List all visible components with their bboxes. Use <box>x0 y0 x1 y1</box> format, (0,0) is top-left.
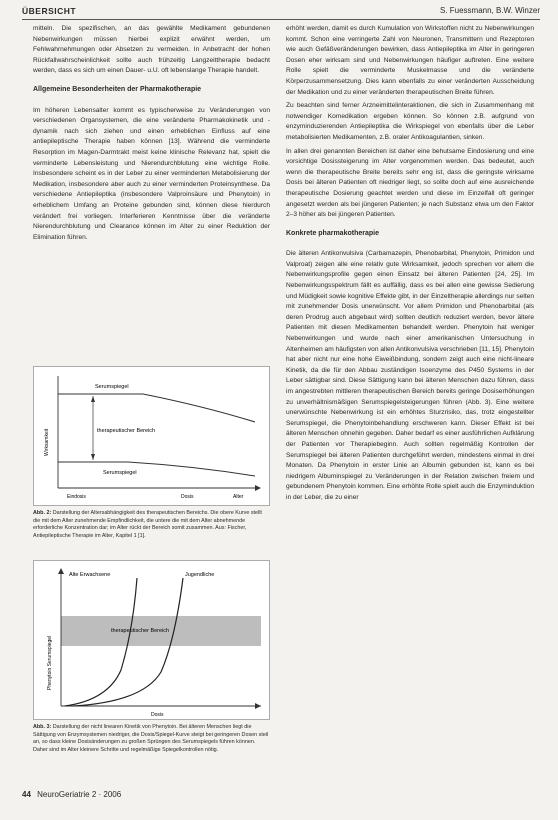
fig1-x-left: Eindosis <box>67 494 86 500</box>
fig2-caption-label: Abb. 3: <box>33 724 52 730</box>
page-header <box>22 6 540 20</box>
right-paragraph-4: Die älteren Antikonvulsiva (Carbamazepin, Phenobarbital, Phenytoin, Primidon und Valproat) zeigen alle eine relativ gute Wirksamkeit, jedoch sprechen vor allem die Nebenwirkungsprofile gegen einen Einsatz bei älteren Patienten [24, 25]. Im Nebenwirkungsspektrum fällt es auffällig, dass es bei allen eine gewisse Sedierung und Müdigkeit sowie kognitive Effekte gibt, in der Einzeltherapie allerdings nur selten mit zunehmender Dosis unerwünscht. Vor allem Primidon und Phenobarbital (als deren Prodrug auch abgebaut wird) sollten deutlich reduziert werden, bevor ältere Patienten mit diesen Medikamenten behandelt werden. Phenytoin hat weniger Nebenwirkungen und wurde nach einer amerikanischen Untersuchung in Altenheimen am häufigsten von allen Antikonvulsiva verschrieben [11, 15]. Phenytoin hat aber nicht nur eine hohe Eiweißbindung, sondern zeigt auch eine nicht-lineare Kinetik, da die für den Abbau zuständigen Isoenzyme des P450 Systems in der Leber sättigbar sind. Diese Sättigung kann bei älteren Menschen dazu führen, dass im angestrebten mittleren therapeutischen Bereich bereits geringe Dosiserhöhungen zu unverhältnismäßigen Serumspiegelsteigerungen führen (Abb. 3). Eine weitere unerwünschte Nebenwirkung ist ein erhöhtes Sturzrisiko, das, trotz eingestellter Serumspiegel, die Phenytoinbehandlung erschweren kann. Dieser Effekt ist bei älteren Menschen ohnehin gegeben. Daher bedarf es einer ausführlichen Aufklärung der Patienten vor Therapiebeginn. Auch sollten regelmäßig Kontrollen der Serumspiegel bei älteren Patienten durchgeführt werden, mindestens einmal in drei Monaten. Da Phenytoin in erster Linie an Albumin gebunden ist, kann es bei niedrigem Albuminspiegel zu Veränderungen in der Relation zwischen freiem und gebundenem Phenytoin kommen. Eine erhöhte Rolle spielt auch die Enzyminduktion in der Leber, die zu einer <box>286 250 534 501</box>
fig1-label-upper: Serumspiegel <box>95 384 129 390</box>
left-paragraph-1: mitteln. Die spezifischen, an das gewählte Medikament gebundenen Nebenwirkungen müssen hierbei explizit erwähnt werden, um Fehlwahrnehmungen oder Absetzen zu vermeiden. In Anbetracht der hohen Rückfallwahrscheinlichkeit sollte auch frühzeitig Langzeittherapie bedacht werden, dass es sich um einen Dauer- u.U. oft lebenslange Therapie handelt. <box>33 25 270 75</box>
running-authors: S. Fuessmann, B.W. Winzer <box>439 6 540 15</box>
fig1-x-right: Alter <box>233 494 244 500</box>
section-label: ÜBERSICHT <box>22 6 77 16</box>
right-column <box>286 24 534 507</box>
figure-2-caption <box>33 724 270 754</box>
section-heading-pharmacotherapy: Allgemeine Besonderheiten der Pharmakotherapie <box>33 85 202 93</box>
fig1-label-lower: Serumspiegel <box>103 470 137 476</box>
fig2-label-right: Jugendliche <box>185 572 215 578</box>
fig2-y-axis-label: Phenytoin Serumspiegel <box>47 635 53 690</box>
figure-phenytoin-kinetics <box>33 560 270 720</box>
fig1-label-middle: therapeutischer Bereich <box>97 428 156 434</box>
figure-1-caption <box>33 510 270 540</box>
fig1-x-mid: Dosis <box>181 494 194 500</box>
figure-phenytoin-kinetics-svg <box>33 560 270 720</box>
fig1-y-axis-label: Wirksamkeit <box>44 428 50 456</box>
figure-therapeutic-range-svg <box>33 366 270 506</box>
left-paragraph-2: Im höheren Lebensalter kommt es typischerweise zu Veränderungen von verschiedenen Organsystemen, die eine veränderte Pharmakokinetik und -dynamik nach sich ziehen und einen erheblichen Einfluss auf eine antiepileptische Therapie haben können [13]. Während die verminderte Resorption im Magen-Darmtrakt meist keine klinische Relevanz hat, spielt die verminderte Lebensleistung und Nierendurchblutung eine wichtige Rolle. Insbesondere scheint es in der Leber zu einer verminderten Metabolisierung der Medikation, insbesondere aber auch zu einer verminderten Proteinsynthese. Da verschiedene Antiepileptika (insbesondere Valproinsäure und Phenytoin) in erheblichem Umfang an Proteine gebunden sind, können diese hierdurch verändert frei vorliegen. Interferieren Kenntnisse über die veränderte Nierendurchblutung und Clearance können im Alter zu einer Reduktion der Elimination führen. <box>33 106 270 241</box>
fig1-caption-text: Darstellung der Altersabhängigkeit des therapeutischen Bereichs. Die obere Kurve stellt die mit dem Alter zunehmende Empfindlichkeit, die untere die mit dem Alter abnehmende erforderliche Konzentration dar; im Alter rückt der Bereich somit zusammen. Aus: Fischer, Antiepileptische Therapie im Alter, Kapitel 1 [1]. <box>33 510 262 539</box>
fig2-label-band: therapeutischer Bereich <box>111 628 170 634</box>
header-rule <box>22 19 540 20</box>
journal-name: NeuroGeriatrie 2 · 2006 <box>37 790 122 799</box>
section-heading-concrete: Konkrete pharmakotherapie <box>286 229 379 237</box>
right-paragraph-2: Zu beachten sind ferner Arzneimittelinteraktionen, die sich in Zusammenhang mit notwendiger Komedikation ergeben können. So können z.B. aufgrund von enzyminduzierenden Antiepileptika die Wirkspiegel von ebenfalls über die Leber metabolisierten Medikamenten, z.B. oraler Antikoagulantien, sinken. <box>286 102 534 141</box>
fig2-caption-text: Darstellung der nicht linearen Kinetik von Phenytoin. Bei älteren Menschen liegt die Sättigung von Enzymsystemen niedriger, die Dosis/Spiegel-Kurve steigt bei geringeren Dosen steil an, so dass kleine Dosisänderungen zu großen Sprüngen des Serumspiegels führen können. Daher sind im Alter kleinere Schritte und regelmäßige Spiegelkontrollen nötig. <box>33 724 269 753</box>
right-paragraph-1: erhöht werden, damit es durch Kumulation von Wirkstoffen nicht zu Nebenwirkungen kommt. Schon eine verringerte Zahl von Neuronen, Transmittern und Rezeptoren wie auch Gefäßveränderungen bewirken, dass Antiepileptika im Alter in geringeren Dosen eher wirksam sind und Nebenwirkungen häufiger auftreten. Eine weitere Rolle spielt die verminderte Muskelmasse und die veränderte Körperzusammensetzung. Dies kann ebenfalls zu einer veränderten Ausscheidung der Medikation und zu einer veränderten therapeutischen Breite führen. <box>286 25 534 96</box>
page-number: 44 <box>22 790 31 799</box>
figure-therapeutic-range <box>33 366 270 506</box>
right-paragraph-3: In allen drei genannten Bereichen ist daher eine behutsame Eindosierung und eine vorsichtige Dosissteigerung im Alter vorgenommen werden. Das bedeutet, auch wenn die therapeutische Breite bereits sehr eng ist, dass die geringste wirksame Dosis bei älteren Patienten oft niedriger liegt, so sollte doch auf eine ausreichende therapeutische Dosierung geachtet werden und diese im Einzelfall oft geringer angesetzt werden als bei jüngeren Patienten; je nach Substanz etwa um den Faktor 2–3 höher als bei jüngeren Patienten. <box>286 147 534 219</box>
fig2-x-axis-label: Dosis <box>151 712 164 718</box>
page-footer <box>22 790 121 799</box>
fig2-label-left: Alte Erwachsene <box>69 572 111 578</box>
left-column <box>33 24 270 246</box>
fig1-caption-label: Abb. 2: <box>33 510 52 516</box>
